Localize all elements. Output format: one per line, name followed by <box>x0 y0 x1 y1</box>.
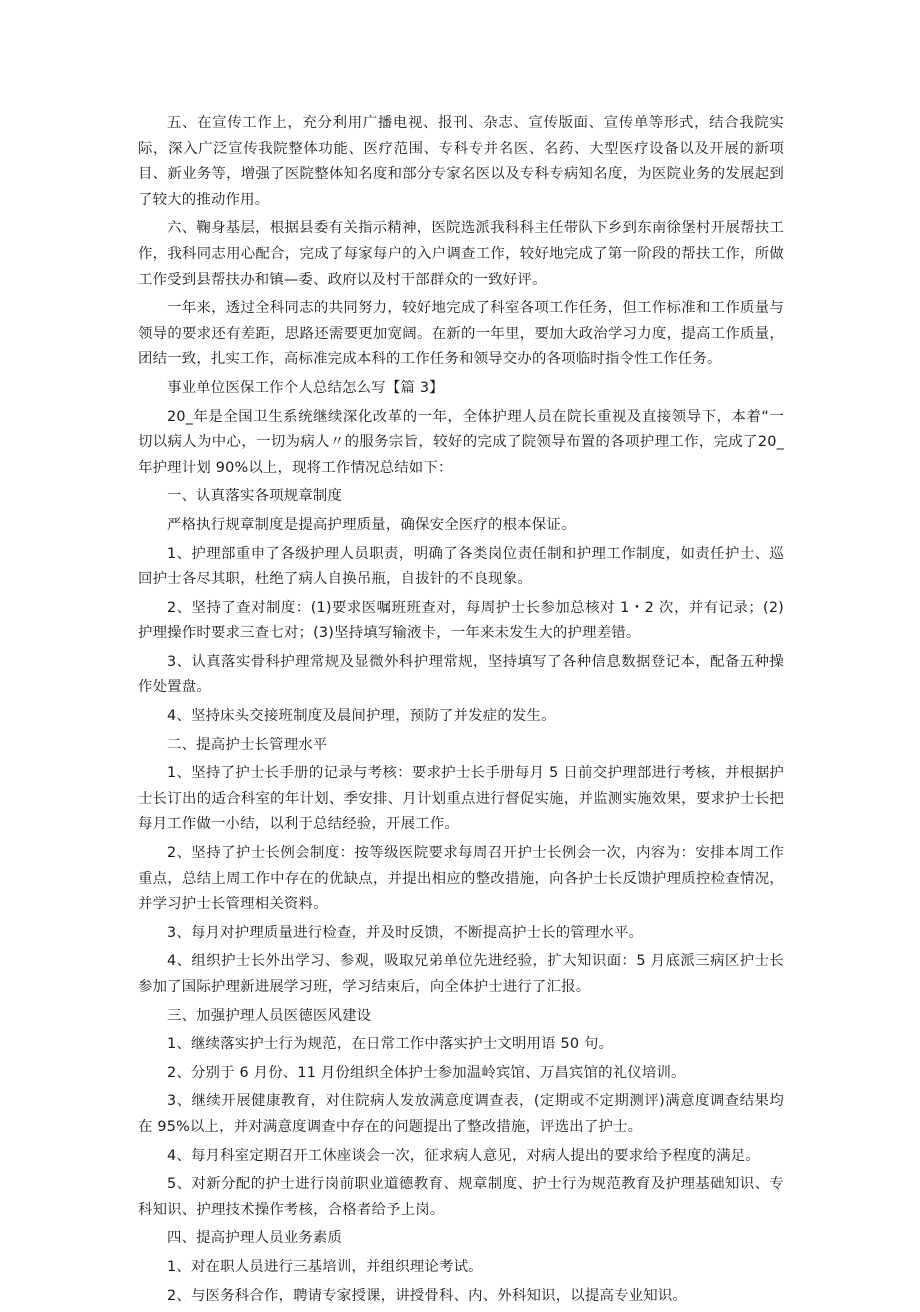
paragraph-rules-lead: 严格执行规章制度是提高护理质量，确保安全医疗的根本保证。 <box>167 516 576 533</box>
list-item-ethics-1: 1、继续落实护士行为规范，在日常工作中落实护士文明用语 50 句。 <box>167 1036 614 1053</box>
list-item-head-nurse-2: 2、坚持了护士长例会制度：按等级医院要求每周召开护士长例会一次，内容为：安排本周工作重点，总结上周工作中存在的优缺点，并提出相应的整改措施，向各护士长反馈护理质控检查情况，并学习护士长管理相关资料。 <box>138 845 784 913</box>
list-item-rules-4: 4、坚持床头交接班制度及晨间护理，预防了并发症的发生。 <box>167 708 556 725</box>
paragraph-publicity: 五、在宣传工作上，充分利用广播电视、报刊、杂志、宣传版面、宣传单等形式，结合我院实际，深入广泛宣传我院整体功能、医疗范围、专科专并名医、名药、大型医疗设备以及开展的新项目、新业务等，增强了医院整体知名度和部分专家名医以及专科专病知名度，为医院业务的发展起到了较大的推动作用。 <box>138 115 784 208</box>
section-title-part-3: 事业单位医保工作个人总结怎么写【篇 3】 <box>167 379 444 396</box>
heading-skills: 四、提高护理人员业务素质 <box>167 1230 343 1247</box>
list-item-head-nurse-4: 4、组织护士长外出学习、参观，吸取兄弟单位先进经验，扩大知识面：5 月底派三病区护士长参加了国际护理新进展学习班，学习结束后，向全体护士进行了汇报。 <box>138 953 784 995</box>
paragraph-year-summary: 一年来，透过全科同志的共同努力，较好地完成了科室各项工作任务，但工作标准和工作质量与领导的要求还有差距，思路还需要更加宽阔。在新的一年里，要加大政治学习力度，提高工作质量，团结一致，扎实工作，高标准完成本科的工作任务和领导交办的各项临时指令性工作任务。 <box>138 300 784 368</box>
list-item-ethics-4: 4、每月科室定期召开工休座谈会一次，征求病人意见，对病人提出的要求给予程度的满足。 <box>167 1147 760 1164</box>
list-item-skills-1: 1、对在职人员进行三基培训，并组织理论考试。 <box>167 1258 483 1275</box>
paragraph-intro: 20_年是全国卫生系统继续深化改革的一年，全体护理人员在院长重视及直接领导下，本着“一切以病人为中心，一切为病人〃的服务宗旨，较好的完成了院领导布置的各项护理工作，完成了20_年护理计划 90%以上，现将工作情况总结如下： <box>138 408 784 476</box>
heading-ethics: 三、加强护理人员医德医风建设 <box>167 1007 372 1024</box>
list-item-rules-3: 3、认真落实骨科护理常规及显微外科护理常规，坚持填写了各种信息数据登记本，配备五种操作处置盘。 <box>138 653 784 696</box>
list-item-head-nurse-3: 3、每月对护理质量进行检查，并及时反馈，不断提高护士长的管理水平。 <box>167 924 644 941</box>
document-body <box>138 111 784 1312</box>
list-item-ethics-3: 3、继续开展健康教育，对住院病人发放满意度调查表，(定期或不定期测评)满意度调查结果均在 95%以上，并对满意度调查中存在的问题提出了整改措施，评选出了护士。 <box>138 1093 784 1135</box>
list-item-ethics-5: 5、对新分配的护士进行岗前职业道德教育、规章制度、护士行为规范教育及护理基础知识、专科知识、护理技术操作考核，合格者给予上岗。 <box>138 1176 784 1218</box>
list-item-rules-1: 1、护理部重申了各级护理人员职责，明确了各类岗位责任制和护理工作制度，如责任护士、巡回护士各尽其职，杜绝了病人自换吊瓶，自拔针的不良现象。 <box>138 545 784 588</box>
list-item-ethics-2: 2、分别于 6 月份、11 月份组织全体护士参加温岭宾馆、万昌宾馆的礼仪培训。 <box>167 1064 686 1081</box>
list-item-rules-2: 2、坚持了查对制度：(1)要求医嘱班班查对，每周护士长参加总核对 1・2 次，并有记录；(2)护理操作时要求三查七对；(3)坚持填写输液卡，一年来未发生大的护理差错。 <box>138 599 784 642</box>
list-item-head-nurse-1: 1、坚持了护士长手册的记录与考核：要求护士长手册每月 5 日前交护理部进行考核，并根据护士长订出的适合科室的年计划、季安排、月计划重点进行督促实施，并监测实施效果，要求护士长把每月工作做一小结，以利于总结经验，开展工作。 <box>138 765 784 833</box>
heading-head-nurse: 二、提高护士长管理水平 <box>167 736 328 753</box>
list-item-skills-2: 2、与医务科合作，聘请专家授课，讲授骨科、内、外科知识，以提高专业知识。 <box>167 1287 688 1304</box>
heading-rules: 一、认真落实各项规章制度 <box>167 488 343 505</box>
paragraph-grassroots-support: 六、鞠身基层，根据县委有关指示精神，医院选派我科科主任带队下乡到东南徐堡村开展帮扶工作，我科同志用心配合，完成了每家每户的入户调查工作，较好地完成了第一阶段的帮扶工作，所做工作受到县帮扶办和镇—委、政府以及村干部群众的一致好评。 <box>138 220 784 288</box>
